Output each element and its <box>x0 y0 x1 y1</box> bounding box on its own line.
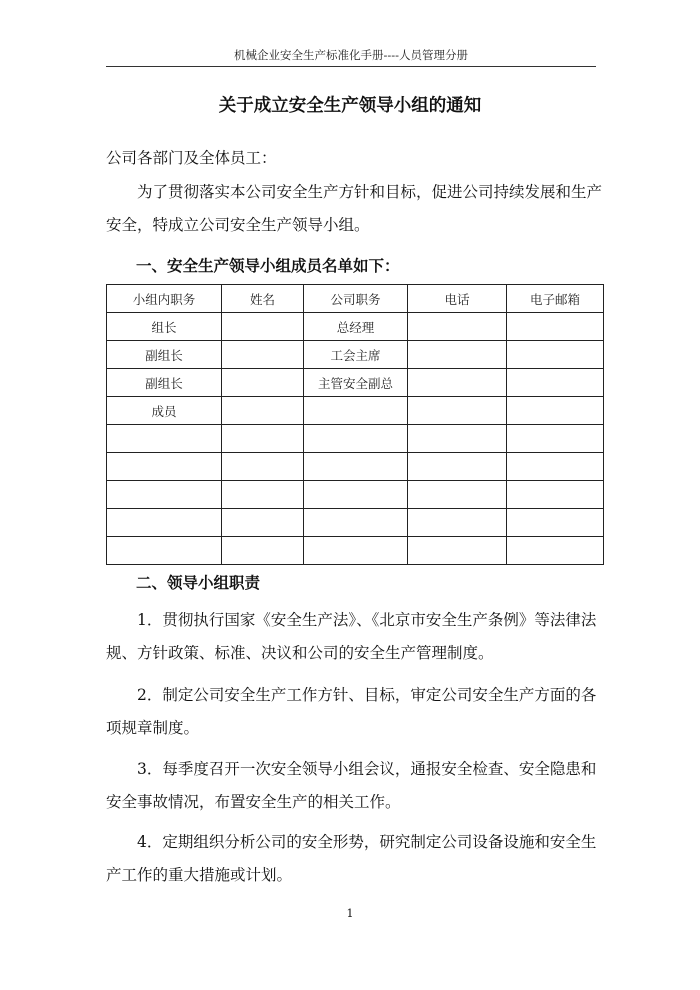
table-row <box>107 341 604 369</box>
table-cell <box>507 313 604 341</box>
header-cell: 公司职务 <box>304 285 408 313</box>
table-cell <box>222 453 304 481</box>
header-rule <box>106 66 596 67</box>
table-cell <box>408 369 507 397</box>
document-title: 关于成立安全生产领导小组的通知 <box>218 96 482 116</box>
header-cell: 姓名 <box>222 285 304 313</box>
table-cell <box>107 481 222 509</box>
page-number: 1 <box>346 907 354 920</box>
section-heading-members: 一、安全生产领导小组成员名单如下： <box>136 257 400 275</box>
table-cell <box>107 509 222 537</box>
table-cell <box>222 537 304 565</box>
table-cell <box>107 453 222 481</box>
table-cell: 副组长 <box>107 341 222 369</box>
header-cell: 电子邮箱 <box>507 285 604 313</box>
table-cell <box>222 509 304 537</box>
table-cell <box>304 481 408 509</box>
table-cell <box>222 369 304 397</box>
table-row <box>107 509 604 537</box>
table-row <box>107 313 604 341</box>
table-cell <box>222 341 304 369</box>
table-cell <box>408 341 507 369</box>
table-cell <box>507 537 604 565</box>
table-cell <box>507 481 604 509</box>
header-cell: 小组内职务 <box>107 285 222 313</box>
table-cell: 副组长 <box>107 369 222 397</box>
table-header-row <box>107 285 604 313</box>
table-row <box>107 369 604 397</box>
table-cell <box>507 425 604 453</box>
table-cell: 组长 <box>107 313 222 341</box>
table-cell <box>408 453 507 481</box>
table-cell <box>408 313 507 341</box>
member-table <box>106 284 604 565</box>
table-row <box>107 425 604 453</box>
table-row <box>107 481 604 509</box>
table-cell <box>304 397 408 425</box>
table-cell <box>304 425 408 453</box>
table-cell <box>507 397 604 425</box>
table-cell <box>304 453 408 481</box>
duty-item-3: 3．每季度召开一次安全领导小组会议，通报安全检查、安全隐患和安全事故情况，布置安全生产的相关工作。 <box>106 760 597 811</box>
table-cell: 主管安全副总 <box>304 369 408 397</box>
table-cell <box>507 509 604 537</box>
table-cell <box>507 453 604 481</box>
table-row <box>107 397 604 425</box>
table-cell <box>408 537 507 565</box>
table-cell <box>507 369 604 397</box>
table-cell <box>304 509 408 537</box>
table-cell: 工会主席 <box>304 341 408 369</box>
table-cell <box>408 397 507 425</box>
duty-item-2: 2．制定公司安全生产工作方针、目标，审定公司安全生产方面的各项规章制度。 <box>106 686 597 737</box>
header-cell: 电话 <box>408 285 507 313</box>
table-cell: 成员 <box>107 397 222 425</box>
table-cell <box>408 425 507 453</box>
table-row <box>107 537 604 565</box>
table-cell <box>408 481 507 509</box>
table-cell <box>304 537 408 565</box>
table-cell <box>107 425 222 453</box>
salutation: 公司各部门及全体员工： <box>106 149 277 167</box>
table-cell <box>107 537 222 565</box>
duty-item-4: 4．定期组织分析公司的安全形势，研究制定公司设备设施和安全生产工作的重大措施或计划。 <box>106 833 597 884</box>
intro-paragraph: 为了贯彻落实本公司安全生产方针和目标，促进公司持续发展和生产安全，特成立公司安全生产领导小组。 <box>106 183 603 234</box>
section-heading-duties: 二、领导小组职责 <box>136 574 261 592</box>
table-cell <box>408 509 507 537</box>
table-cell <box>222 397 304 425</box>
table-cell <box>507 341 604 369</box>
table-row <box>107 453 604 481</box>
table-cell: 总经理 <box>304 313 408 341</box>
running-header: 机械企业安全生产标准化手册----人员管理分册 <box>233 48 469 62</box>
table-cell <box>222 425 304 453</box>
table-cell <box>222 313 304 341</box>
duty-item-1: 1．贯彻执行国家《安全生产法》、《北京市安全生产条例》等法律法规、方针政策、标准、决议和公司的安全生产管理制度。 <box>106 611 597 662</box>
table-cell <box>222 481 304 509</box>
